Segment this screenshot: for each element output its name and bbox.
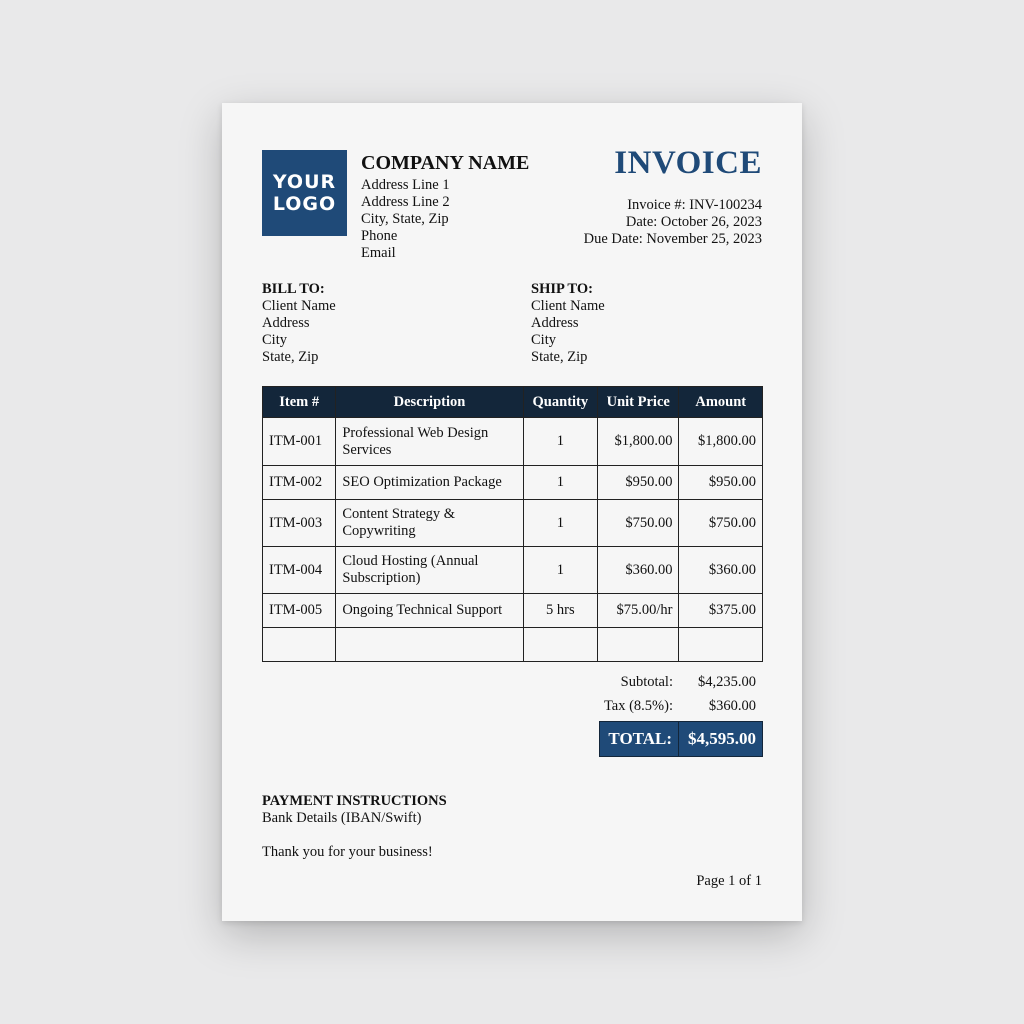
payment-details: Bank Details (IBAN/Swift)	[262, 810, 422, 826]
bill-to-address: Address	[262, 315, 310, 331]
invoice-date: Date: October 26, 2023	[625, 214, 762, 230]
cell-amount: $360.00	[679, 547, 763, 594]
bill-to-label: BILL TO:	[262, 281, 325, 297]
cell-amount: $1,800.00	[679, 418, 763, 466]
tax-label: Tax (8.5%):	[603, 697, 673, 714]
invoice-meta	[584, 197, 762, 248]
cell-description: Cloud Hosting (Annual Subscription)	[336, 547, 523, 594]
header-item: Item #	[263, 387, 336, 418]
header-unit-price: Unit Price	[598, 387, 679, 418]
invoice-title: INVOICE	[614, 145, 762, 181]
company-address-line-2: Address Line 2	[361, 194, 450, 210]
cell-unit-price: $750.00	[598, 500, 679, 547]
cell-description: SEO Optimization Package	[336, 466, 523, 500]
ship-to-label: SHIP TO:	[531, 281, 593, 297]
cell-description: Content Strategy & Copywriting	[336, 500, 523, 547]
bill-to-city: City	[262, 332, 287, 348]
cell-unit-price: $360.00	[598, 547, 679, 594]
table-header-row	[263, 387, 763, 418]
company-name: COMPANY NAME	[361, 152, 530, 174]
company-email: Email	[361, 245, 396, 261]
tax-row	[599, 694, 763, 718]
cell-unit-price: $950.00	[598, 466, 679, 500]
bill-to-state: State, Zip	[262, 349, 319, 365]
tax-value: $360.00	[708, 697, 756, 714]
cell-item: ITM-001	[263, 418, 336, 466]
cell-quantity: 1	[523, 466, 597, 500]
line-items-table	[262, 386, 763, 662]
cell-item: ITM-002	[263, 466, 336, 500]
subtotal-label: Subtotal:	[620, 673, 673, 690]
company-city: City, State, Zip	[361, 211, 449, 227]
cell-empty	[598, 628, 679, 662]
header-amount: Amount	[679, 387, 763, 418]
ship-to	[531, 281, 605, 366]
cell-quantity: 1	[523, 547, 597, 594]
cell-quantity: 5 hrs	[523, 594, 597, 628]
cell-quantity: 1	[523, 418, 597, 466]
cell-amount: $375.00	[679, 594, 763, 628]
cell-quantity: 1	[523, 500, 597, 547]
subtotal-value: $4,235.00	[698, 673, 756, 690]
logo-line-2: LOGO	[272, 193, 337, 215]
cell-item: ITM-005	[263, 594, 336, 628]
header-description: Description	[336, 387, 523, 418]
cell-description: Professional Web Design Services	[336, 418, 523, 466]
cell-item: ITM-003	[263, 500, 336, 547]
company-address-line-1: Address Line 1	[361, 177, 450, 193]
logo-line-1: YOUR	[272, 171, 337, 193]
cell-unit-price: $75.00/hr	[598, 594, 679, 628]
header-quantity: Quantity	[523, 387, 597, 418]
table-row-empty	[263, 628, 763, 662]
cell-unit-price: $1,800.00	[598, 418, 679, 466]
ship-to-city: City	[531, 332, 556, 348]
table-row	[263, 500, 763, 547]
subtotal-row	[599, 670, 763, 694]
total-value: $4,595.00	[688, 729, 756, 748]
bill-to-name: Client Name	[262, 298, 336, 314]
cell-amount: $950.00	[679, 466, 763, 500]
ship-to-address: Address	[531, 315, 579, 331]
total-row	[599, 721, 763, 757]
company-logo	[262, 150, 347, 236]
invoice-due-date: Due Date: November 25, 2023	[583, 231, 762, 247]
total-label: TOTAL:	[600, 722, 679, 756]
cell-empty	[263, 628, 336, 662]
table-row	[263, 418, 763, 466]
company-phone: Phone	[361, 228, 398, 244]
invoice-number: Invoice #: INV-100234	[627, 197, 762, 213]
bill-to	[262, 281, 336, 366]
cell-empty	[336, 628, 523, 662]
invoice-page	[222, 103, 802, 921]
ship-to-state: State, Zip	[531, 349, 588, 365]
cell-empty	[679, 628, 763, 662]
cell-amount: $750.00	[679, 500, 763, 547]
payment-instructions	[262, 793, 447, 861]
thank-you-note: Thank you for your business!	[262, 844, 433, 860]
table-row	[263, 594, 763, 628]
table-row	[263, 466, 763, 500]
cell-item: ITM-004	[263, 547, 336, 594]
cell-description: Ongoing Technical Support	[336, 594, 523, 628]
payment-label: PAYMENT INSTRUCTIONS	[262, 793, 447, 809]
page-number: Page 1 of 1	[696, 873, 762, 889]
cell-empty	[523, 628, 597, 662]
ship-to-name: Client Name	[531, 298, 605, 314]
totals-block	[599, 670, 763, 757]
company-info	[361, 151, 529, 262]
table-row	[263, 547, 763, 594]
